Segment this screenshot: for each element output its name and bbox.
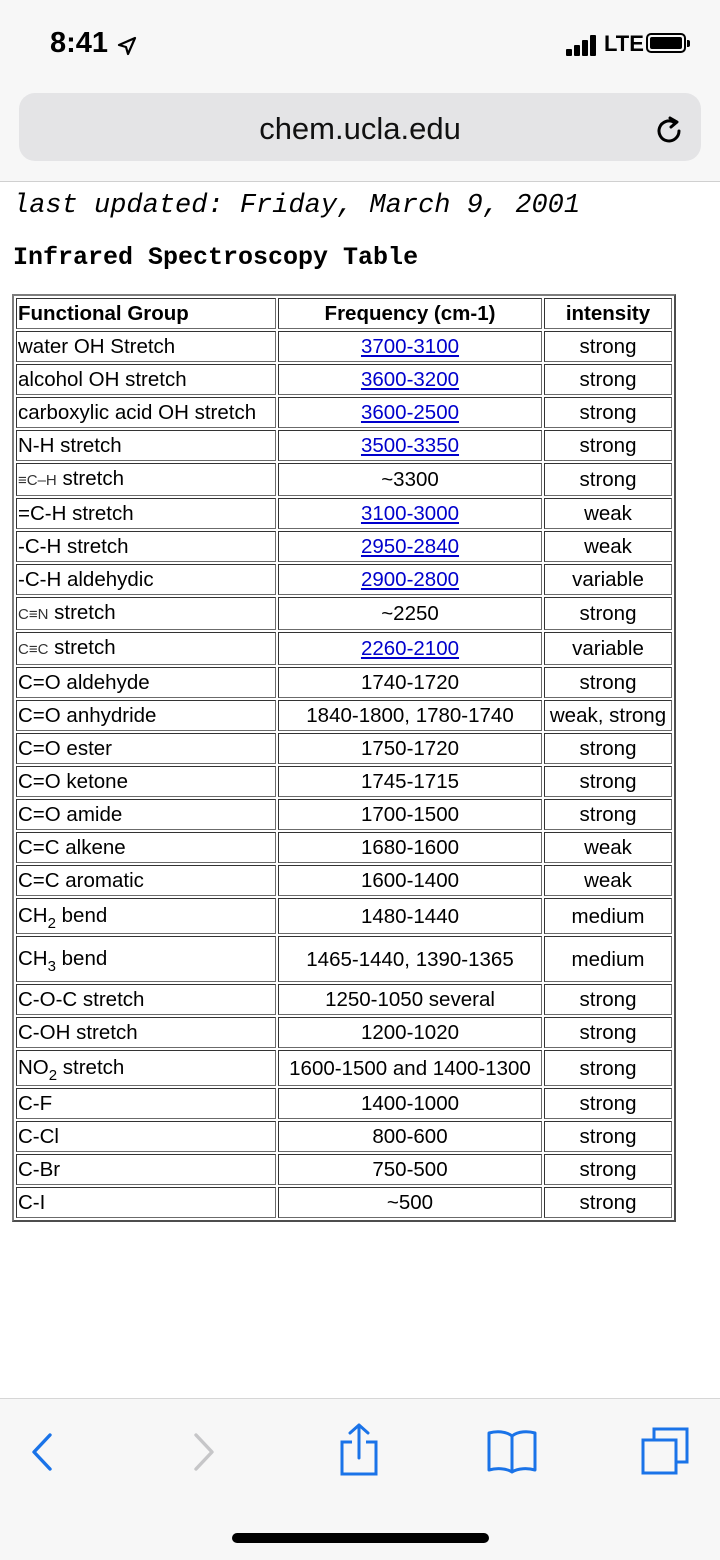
cell-intensity: variable <box>544 564 672 595</box>
cell-intensity: strong <box>544 1154 672 1185</box>
header-intensity: intensity <box>544 298 672 329</box>
group-label: C=O anhydride <box>18 704 157 727</box>
cell-intensity: strong <box>544 799 672 830</box>
cell-functional-group <box>16 1050 276 1086</box>
frequency-link[interactable]: 3500-3350 <box>360 434 460 457</box>
cell-functional-group <box>16 898 276 934</box>
table-row <box>16 766 672 797</box>
cell-frequency: ~500 <box>278 1187 542 1218</box>
cell-frequency <box>278 364 542 395</box>
group-label: C-Br <box>18 1158 61 1181</box>
battery-icon <box>646 33 686 53</box>
group-label: C=O amide <box>18 803 123 826</box>
table-row <box>16 498 672 529</box>
group-label: C=O aldehyde <box>18 671 150 694</box>
formula-prefix: CH <box>18 903 48 927</box>
page-heading: Infrared Spectroscopy Table <box>13 243 419 272</box>
formula-subscript: 3 <box>47 957 56 975</box>
cell-frequency: 800-600 <box>278 1121 542 1152</box>
cell-frequency <box>278 564 542 595</box>
group-label: alcohol OH stretch <box>18 368 187 391</box>
cell-intensity: strong <box>544 331 672 362</box>
cell-frequency: 750-500 <box>278 1154 542 1185</box>
group-label: C=C aromatic <box>18 869 144 892</box>
table-row <box>16 1154 672 1185</box>
cell-functional-group <box>16 984 276 1015</box>
table-row <box>16 331 672 362</box>
cell-frequency: 1750-1720 <box>278 733 542 764</box>
address-bar[interactable] <box>19 93 701 161</box>
table-row <box>16 733 672 764</box>
cell-intensity: strong <box>544 1187 672 1218</box>
bond-symbol: C≡C <box>18 641 49 658</box>
cell-frequency: ~3300 <box>278 463 542 496</box>
cell-functional-group <box>16 1088 276 1119</box>
cell-intensity: variable <box>544 632 672 665</box>
cell-intensity: medium <box>544 936 672 982</box>
group-label: C=O ester <box>18 737 112 760</box>
url-text[interactable]: chem.ucla.edu <box>259 111 461 146</box>
frequency-link[interactable]: 3100-3000 <box>360 502 460 525</box>
group-label: N-H stretch <box>18 434 122 457</box>
cell-intensity: medium <box>544 898 672 934</box>
cell-intensity: strong <box>544 430 672 461</box>
cell-frequency <box>278 397 542 428</box>
cell-functional-group <box>16 936 276 982</box>
table-row <box>16 1121 672 1152</box>
status-time: 8:41 <box>50 27 109 59</box>
group-label: C-I <box>18 1191 46 1214</box>
frequency-link[interactable]: 2950-2840 <box>360 535 460 558</box>
forward-icon[interactable] <box>188 1432 218 1472</box>
table-row <box>16 364 672 395</box>
cell-functional-group <box>16 832 276 863</box>
group-label: C-Cl <box>18 1125 59 1148</box>
table-row <box>16 1017 672 1048</box>
cell-functional-group <box>16 632 276 665</box>
back-icon[interactable] <box>28 1432 58 1472</box>
table-row <box>16 564 672 595</box>
cell-intensity: weak, strong <box>544 700 672 731</box>
cell-intensity: strong <box>544 667 672 698</box>
address-bar-area <box>0 90 720 182</box>
cell-frequency: 1400-1000 <box>278 1088 542 1119</box>
last-updated-text: last updated: Friday, March 9, 2001 <box>13 191 581 221</box>
table-row <box>16 632 672 665</box>
cell-intensity: weak <box>544 865 672 896</box>
cell-functional-group <box>16 531 276 562</box>
table-row <box>16 430 672 461</box>
cell-functional-group <box>16 498 276 529</box>
cell-functional-group <box>16 667 276 698</box>
cell-functional-group <box>16 564 276 595</box>
bookmarks-icon[interactable] <box>486 1428 538 1474</box>
ir-table <box>12 294 676 1222</box>
cell-functional-group <box>16 1017 276 1048</box>
table-row <box>16 1050 672 1086</box>
cell-intensity: strong <box>544 733 672 764</box>
cell-intensity: strong <box>544 463 672 496</box>
group-label: C-OH stretch <box>18 1021 138 1044</box>
table-row <box>16 898 672 934</box>
group-label: C=O ketone <box>18 770 128 793</box>
formula-subscript: 2 <box>48 1066 58 1084</box>
group-label: =C-H stretch <box>18 502 134 525</box>
cell-intensity: strong <box>544 597 672 630</box>
table-row <box>16 865 672 896</box>
group-label: -C-H aldehydic <box>18 568 154 591</box>
table-row <box>16 463 672 496</box>
cell-frequency <box>278 430 542 461</box>
cell-frequency: 1745-1715 <box>278 766 542 797</box>
cell-frequency: 1600-1400 <box>278 865 542 896</box>
group-label: -C-H stretch <box>18 535 129 558</box>
cell-intensity: strong <box>544 1088 672 1119</box>
table-row <box>16 667 672 698</box>
cell-intensity: weak <box>544 832 672 863</box>
cell-functional-group <box>16 597 276 630</box>
group-label: bend <box>55 903 108 927</box>
cell-frequency: 1680-1600 <box>278 832 542 863</box>
header-frequency: Frequency (cm-1) <box>278 298 542 329</box>
cell-frequency <box>278 331 542 362</box>
cell-frequency: 1480-1440 <box>278 898 542 934</box>
group-label: stretch <box>48 601 116 624</box>
cell-frequency: 1600-1500 and 1400-1300 <box>278 1050 542 1086</box>
cell-intensity: strong <box>544 1050 672 1086</box>
cell-intensity: strong <box>544 1017 672 1048</box>
table-row <box>16 984 672 1015</box>
group-label: stretch <box>57 1055 125 1079</box>
cell-intensity: strong <box>544 397 672 428</box>
table-header-row <box>16 298 672 329</box>
frequency-link[interactable]: 2900-2800 <box>360 568 460 591</box>
table-row <box>16 397 672 428</box>
cell-frequency: 1465-1440, 1390-1365 <box>278 936 542 982</box>
frequency-link[interactable]: 3600-2500 <box>360 401 460 424</box>
cell-functional-group <box>16 700 276 731</box>
frequency-link[interactable]: 3600-3200 <box>360 368 460 391</box>
group-label: C=C alkene <box>18 836 126 859</box>
table-row <box>16 1187 672 1218</box>
bond-symbol: C≡N <box>18 606 49 623</box>
group-label: bend <box>55 946 108 970</box>
cell-functional-group <box>16 463 276 496</box>
cell-frequency: 1200-1020 <box>278 1017 542 1048</box>
cell-intensity: weak <box>544 498 672 529</box>
table-row <box>16 597 672 630</box>
table-row <box>16 531 672 562</box>
share-icon[interactable] <box>338 1422 380 1478</box>
cell-functional-group <box>16 1121 276 1152</box>
cell-functional-group <box>16 865 276 896</box>
table-row <box>16 700 672 731</box>
cell-functional-group <box>16 397 276 428</box>
cell-frequency: 1700-1500 <box>278 799 542 830</box>
cell-functional-group <box>16 733 276 764</box>
header-functional-group: Functional Group <box>16 298 276 329</box>
formula-subscript: 2 <box>47 914 56 932</box>
status-bar <box>0 0 720 90</box>
cell-frequency: 1740-1720 <box>278 667 542 698</box>
cell-intensity: strong <box>544 984 672 1015</box>
table-row <box>16 799 672 830</box>
location-arrow-icon <box>117 36 137 56</box>
group-label: C-O-C stretch <box>18 988 145 1011</box>
cell-functional-group <box>16 364 276 395</box>
cell-frequency: 1250-1050 several <box>278 984 542 1015</box>
network-label: LTE <box>604 31 644 56</box>
cell-functional-group <box>16 799 276 830</box>
cell-frequency: ~2250 <box>278 597 542 630</box>
table-row <box>16 832 672 863</box>
cell-intensity: strong <box>544 364 672 395</box>
cell-frequency <box>278 632 542 665</box>
cell-intensity: strong <box>544 1121 672 1152</box>
cell-intensity: weak <box>544 531 672 562</box>
group-label: carboxylic acid OH stretch <box>18 401 257 424</box>
bond-symbol: ≡C–H <box>18 472 57 489</box>
cell-functional-group <box>16 766 276 797</box>
reload-icon[interactable] <box>652 114 686 148</box>
cell-frequency <box>278 531 542 562</box>
group-label: C-F <box>18 1092 53 1115</box>
cell-functional-group <box>16 331 276 362</box>
table-row <box>16 1088 672 1119</box>
group-label: stretch <box>56 467 124 490</box>
group-label: water OH Stretch <box>18 335 176 358</box>
cell-frequency <box>278 498 542 529</box>
frequency-link[interactable]: 3700-3100 <box>360 335 460 358</box>
cell-functional-group <box>16 430 276 461</box>
formula-prefix: NO <box>18 1055 49 1079</box>
frequency-link[interactable]: 2260-2100 <box>360 637 460 660</box>
table-row <box>16 936 672 982</box>
cell-intensity: strong <box>544 766 672 797</box>
tabs-icon[interactable] <box>640 1426 690 1476</box>
cell-functional-group <box>16 1187 276 1218</box>
home-indicator <box>232 1533 489 1543</box>
cell-frequency: 1840-1800, 1780-1740 <box>278 700 542 731</box>
cell-functional-group <box>16 1154 276 1185</box>
group-label: stretch <box>48 636 116 659</box>
formula-prefix: CH <box>18 946 48 970</box>
signal-icon <box>566 34 602 56</box>
